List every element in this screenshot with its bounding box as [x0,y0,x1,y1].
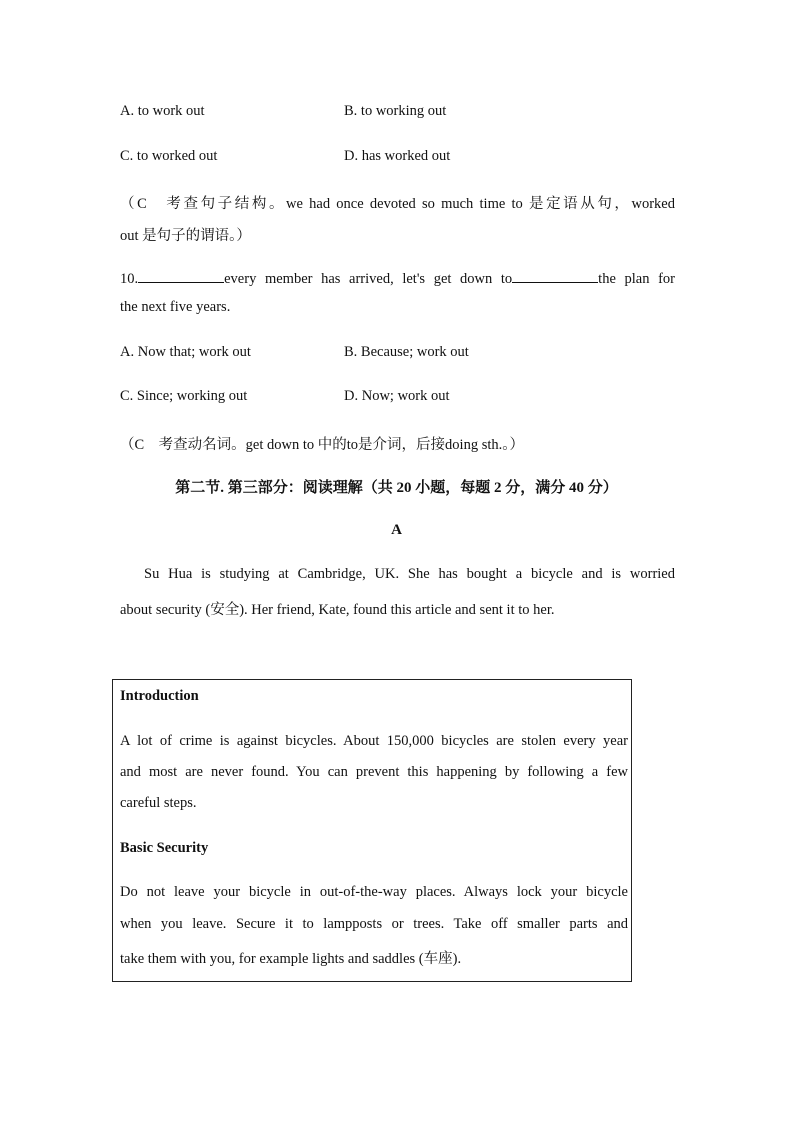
q10-explanation: （C 考查动名词。get down to 中的to是介词，后接doing sth.。） [120,437,524,453]
q9-option-a: A. to work out [120,103,205,119]
intro-para-line1: Su Hua is studying at Cambridge, UK. She has bought a bicycle and is worried [144,566,675,582]
article-intro-line1: A lot of crime is against bicycles. About 150,000 bicycles are stolen every year [120,733,628,749]
article-basic-line2: when you leave. Secure it to lampposts or trees. Take off smaller parts and [120,916,628,932]
passage-label: A [391,522,402,538]
q9-explanation-line1: （C 考查句子结构。we had once devoted so much time to 是定语从句，worked [120,196,675,212]
q10-number: 10. [120,271,139,287]
article-intro-line3: careful steps. [120,795,197,811]
section-heading: 第二节. 第三部分：阅读理解（共 20 小题，每题 2 分，满分 40 分） [175,480,618,496]
q10-option-c: C. Since; working out [120,388,248,404]
q9-option-b: B. to working out [344,103,447,119]
article-basic-line1: Do not leave your bicycle in out-of-the-way places. Always lock your bicycle [120,884,628,900]
q9-option-d: D. has worked out [344,148,451,164]
q10-blank-1 [138,268,224,283]
q10-option-b: B. Because; work out [344,344,469,360]
article-introduction-heading: Introduction [120,688,199,704]
q10-stem [120,268,675,288]
article-basic-heading: Basic Security [120,840,209,856]
q10-stem-line2: the next five years. [120,299,231,315]
q10-option-d: D. Now; work out [344,388,450,404]
q10-blank-2 [512,268,598,283]
q10-stem-part1: every member has arrived, let's get down to [224,271,513,287]
article-intro-line2: and most are never found. You can prevent this happening by following a few [120,764,628,780]
article-box [112,679,632,982]
q10-option-a: A. Now that; work out [120,344,251,360]
q10-stem-part2: the plan for [598,271,676,287]
q9-option-c: C. to worked out [120,148,218,164]
intro-para-line2: about security (安全). Her friend, Kate, found this article and sent it to her. [120,602,555,618]
article-basic-line3: take them with you, for example lights and saddles (车座). [120,951,462,967]
q9-explanation-line2: out 是句子的谓语。） [120,228,251,244]
